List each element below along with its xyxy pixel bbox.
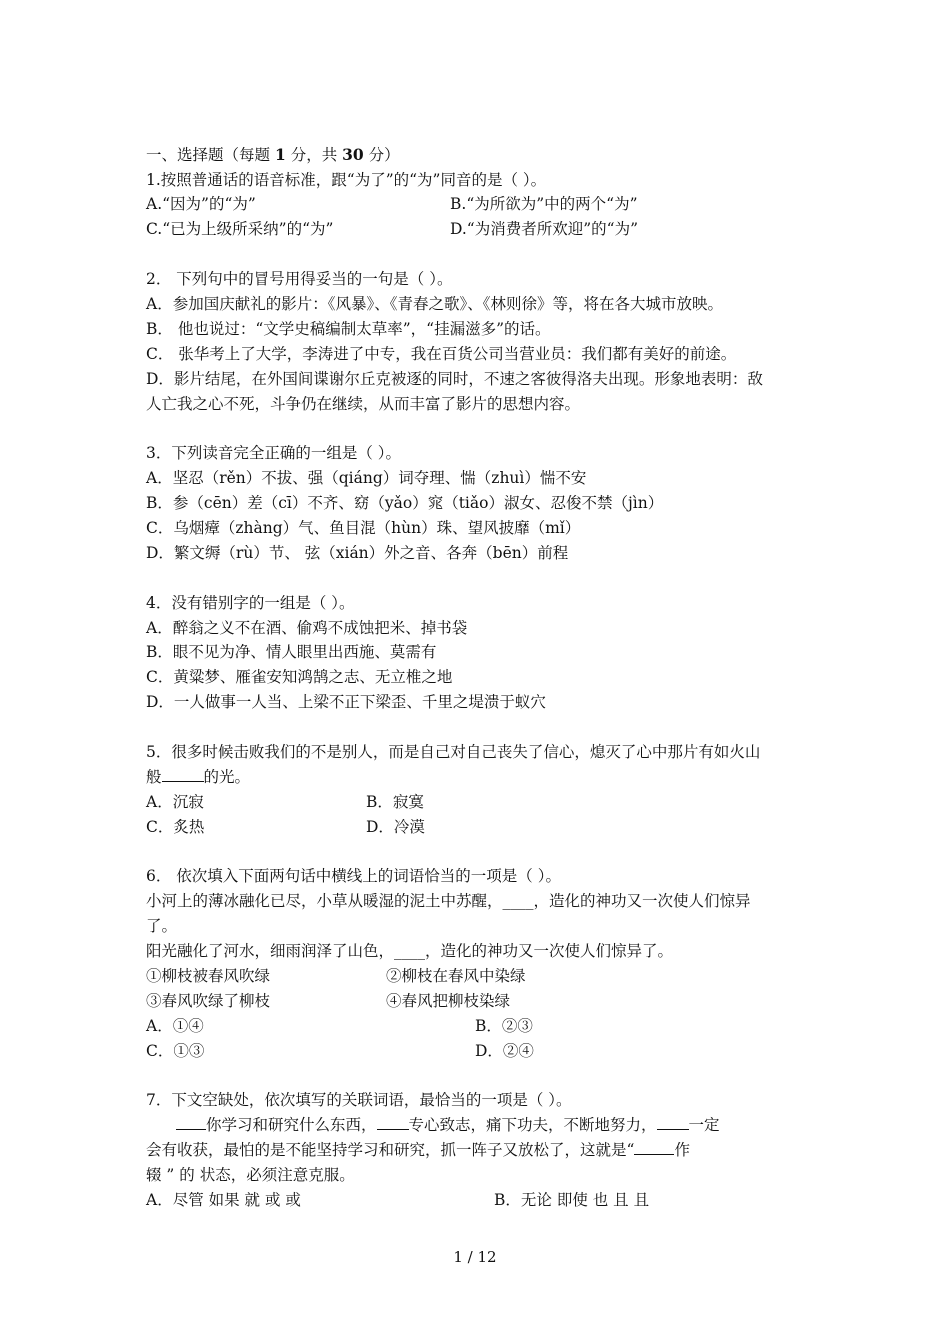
q7-blank-1 [176, 1115, 206, 1130]
q5-blank [162, 767, 204, 782]
q7-passage-line2: 会有收获，最怕的是不能坚持学习和研究，抓一阵子又放松了，这就是“ 作 [146, 1141, 690, 1159]
q2-option-d-line2: 人亡我之心不死，斗争仍在继续，从而丰富了影片的思想内容。 [146, 395, 581, 413]
q5-option-a: A．沉寂 [146, 793, 204, 811]
q3-option-a: A．坚忍（rěn）不拔、强（qiáng）词夺理、惴（zhuì）惴不安 [146, 469, 587, 487]
page-number: 1 / 12 [453, 1248, 497, 1266]
q1-option-c: C.“已为上级所采纳”的“为” [146, 220, 334, 238]
q7-passage-line3: 辍 ” 的 状态，必须注意克服。 [146, 1166, 355, 1184]
q7-option-b: B．无论 即使 也 且 且 [494, 1191, 650, 1209]
q6-option-b: B．②③ [475, 1017, 533, 1035]
q6-choice-3: ③春风吹绿了柳枝 [146, 992, 271, 1010]
q4-stem: 4．没有错别字的一组是（ ）。 [146, 594, 355, 612]
q6-options-ab [146, 1016, 533, 1036]
q6-choices-12 [146, 966, 526, 986]
q4-option-d: D．一人做事一人当、上梁不正下梁歪、千里之堤溃于蚁穴 [146, 693, 546, 711]
q4-option-c: C．黄粱梦、雁雀安知鸿鹄之志、无立椎之地 [146, 668, 453, 686]
q1-option-a: A.“因为”的“为” [146, 195, 256, 213]
q6-option-a: A．①④ [146, 1017, 204, 1035]
q2-option-d-line1: D．影片结尾，在外国间谍谢尔丘克被逐的同时，不速之客彼得洛夫出现。形象地表明：敌 [146, 370, 763, 388]
q5-option-d: D．冷漠 [366, 818, 425, 836]
q7-blank-4 [634, 1140, 674, 1155]
q6-choice-2: ②柳枝在春风中染绿 [386, 967, 526, 985]
q6-sentence2: 阳光融化了河水，细雨润泽了山色，____，造化的神功又一次使人们惊异了。 [146, 942, 674, 960]
q4-option-b: B．眼不见为净、情人眼里出西施、莫需有 [146, 643, 437, 661]
q3-stem: 3．下列读音完全正确的一组是（ ）。 [146, 444, 402, 462]
q4-option-a: A．醉翁之义不在酒、偷鸡不成蚀把米、掉书袋 [146, 619, 468, 637]
q6-option-d: D．②④ [475, 1042, 534, 1060]
q7-options-ab [146, 1190, 650, 1210]
q3-option-d: D．繁文缛（rù）节、 弦（xián）外之音、各奔（bēn）前程 [146, 544, 569, 562]
q3-option-c: C．乌烟瘴（zhàng）气、鱼目混（hùn）珠、望风披靡（mǐ） [146, 519, 581, 537]
q2-option-c: C． 张华考上了大学，李涛进了中专，我在百货公司当营业员：我们都有美好的前途。 [146, 345, 737, 363]
q6-options-cd [146, 1041, 534, 1061]
q7-option-a: A．尽管 如果 就 或 或 [146, 1191, 301, 1209]
q3-option-b: B．参（cēn）差（cī）不齐、窈（yǎo）窕（tiǎo）淑女、忍俊不禁（jìn） [146, 494, 664, 512]
q5-stem-line1: 5．很多时候击败我们的不是别人，而是自己对自己丧失了信心，熄灭了心中那片有如火山 [146, 743, 761, 761]
q1-option-b: B.“为所欲为”中的两个“为” [450, 195, 638, 213]
q7-passage-line1: 你学习和研究什么东西， 专心致志，痛下功夫，不断地努力， 一定 [176, 1115, 720, 1135]
q6-stem: 6． 依次填入下面两句话中横线上的词语恰当的一项是（ ）。 [146, 867, 561, 885]
q7-blank-3 [657, 1115, 689, 1130]
q2-stem: 2． 下列句中的冒号用得妥当的一句是（ ）。 [146, 270, 453, 288]
q6-sentence1-line2: 了。 [146, 917, 178, 935]
q6-choice-1: ①柳枝被春风吹绿 [146, 967, 271, 985]
q5-options-cd [146, 817, 425, 837]
q5-options-ab [146, 792, 424, 812]
q6-choices-34 [146, 991, 511, 1011]
q2-option-b: B． 他也说过：“文学史稿编制太草率”，“挂漏滋多”的话。 [146, 320, 551, 338]
q5-option-c: C．炙热 [146, 818, 205, 836]
q6-sentence1-line1: 小河上的薄冰融化已尽，小草从暖湿的泥土中苏醒，____，造化的神功又一次使人们惊异 [146, 892, 751, 910]
q5-stem-line2: 般 的光。 [146, 768, 251, 786]
q1-option-d: D.“为消费者所欢迎”的“为” [450, 220, 638, 238]
q2-option-a: A．参加国庆献礼的影片：《风暴》、《青春之歌》、《林则徐》等，将在各大城市放映。 [146, 295, 723, 313]
q1-options-ab [146, 194, 638, 214]
q5-option-b: B．寂寞 [366, 793, 424, 811]
q6-choice-4: ④春风把柳枝染绿 [386, 992, 511, 1010]
q1-stem: 1.按照普通话的语音标准，跟“为了”的“为”同音的是（ ）。 [146, 171, 547, 189]
q7-blank-2 [377, 1115, 409, 1130]
q7-stem: 7．下文空缺处，依次填写的关联词语，最恰当的一项是（ ）。 [146, 1091, 572, 1109]
q1-options-cd [146, 219, 638, 239]
section-title: 一、选择题（每题 1 分，共 30 分） [146, 145, 400, 164]
q6-option-c: C．①③ [146, 1042, 205, 1060]
